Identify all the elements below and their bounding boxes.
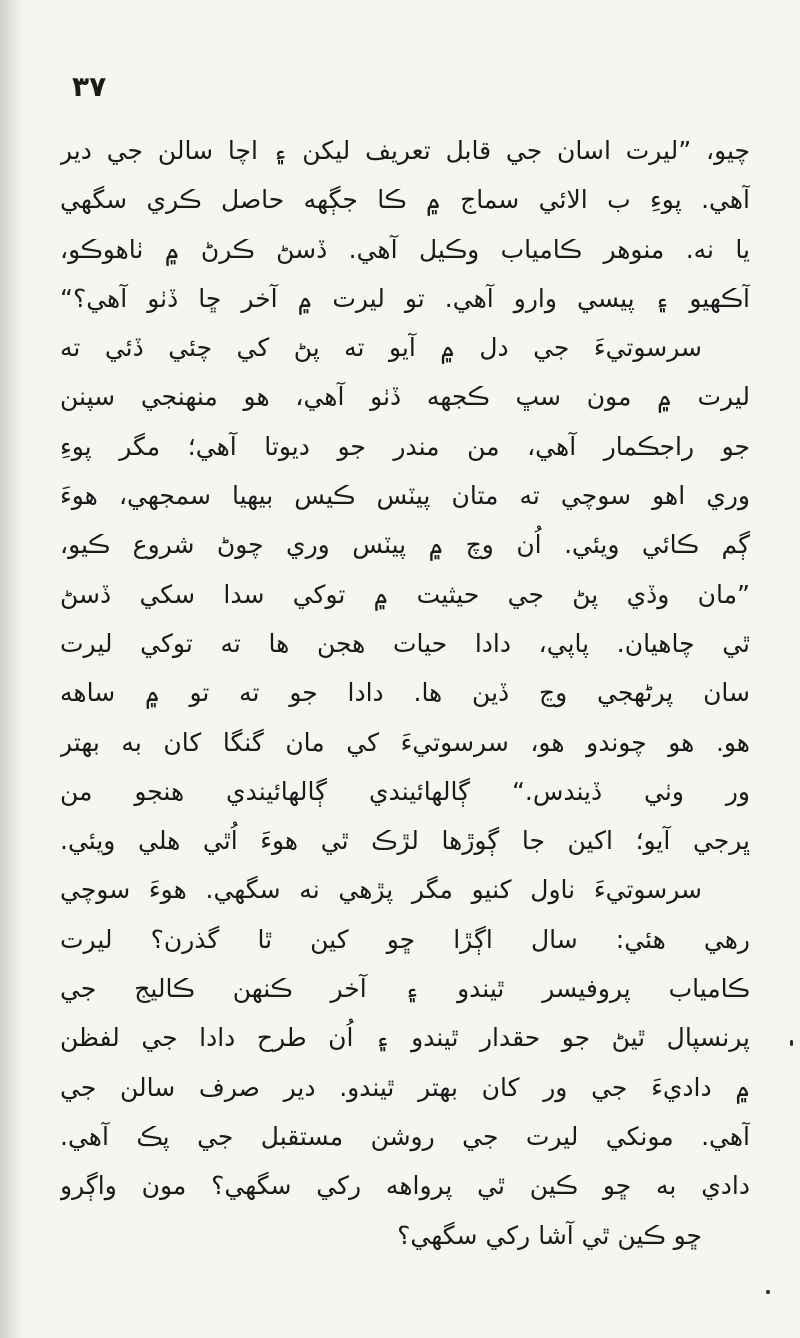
ink-speck xyxy=(790,1040,793,1046)
text-line: ڇو ڪين ٿي آشا رکي سگهي؟ xyxy=(397,1220,702,1250)
body-text xyxy=(60,126,750,1260)
text-line: يا نه. منوهر ڪامياب وڪيل آهي. ڏسڻ ڪرڻ ۾ ٺاهوڪو، xyxy=(60,234,750,264)
text-line: جو راجڪمار آهي، من مندر جو ديوتا آهي؛ مگر پوءِ xyxy=(60,431,750,461)
ink-speck xyxy=(766,1290,770,1294)
text-line: ڪامياب پروفيسر ٿيندو ۽ آخر ڪنهن ڪاليج جي xyxy=(60,974,750,1004)
text-line: ڳم ڪائي ويئي. اُن وچ ۾ پيٽس وري چوڻ شروع ڪيو، xyxy=(60,530,750,560)
text-line: ڀرجي آيو؛ اکين جا ڳوڙها لڙڪ ٿي هوءَ اُٿي هلي ويئي. xyxy=(60,826,750,856)
text-line: دادي به ڇو ڪين ٿي پرواهه رکي سگهي؟ مون واڳرو xyxy=(60,1171,750,1201)
text-line: آهي. پوءِ ب الائي سماج ۾ ڪا جڳهه حاصل ڪري سگهي xyxy=(60,185,750,215)
text-line: ”مان وڏي پڻ جي حيثيت ۾ توکي سدا سکي ڏسڻ xyxy=(60,579,750,609)
text-line: رهي هئي: سال اڳڙا ڇو کين ٿا گذرن؟ ليرت xyxy=(60,924,750,954)
text-line: ليرت ۾ مون سڀ ڪجهه ڏٺو آهي، هو منهنجي سپنن xyxy=(60,382,750,412)
text-line: وري اهو سوچي ته متان پيٽس ڪيس بيهيا سمجهي، هوءَ xyxy=(60,481,750,511)
text-line: آڪهيو ۽ پيسي وارو آهي. تو ليرت ۾ آخر ڇا ڏٺو آهي؟“ xyxy=(60,283,750,313)
text-line: سرسوتيءَ ناول کنيو مگر پڙهي نه سگهي. هوءَ سوچي xyxy=(60,875,702,905)
text-line: هو. هو چوندو هو، سرسوتيءَ کي مان گنگا کان به بهتر xyxy=(60,727,750,757)
text-line: ٿي چاهيان. پاپي، دادا حيات هجن ها ته توکي ليرت xyxy=(60,628,750,658)
text-line: ۾ داديءَ جي ور کان بهتر ٿيندو. دير صرف سالن جي xyxy=(60,1072,750,1102)
text-line: آهي. مونکي ليرت جي روشن مستقبل جي پڪ آهي. xyxy=(60,1121,750,1151)
page-edge-shadow xyxy=(0,0,26,1338)
text-line: سان پرڻهجي وڃ ڏين ها. دادا جو ته تو ۾ ساهه xyxy=(60,678,750,708)
text-line: سرسوتيءَ جي دل ۾ آيو ته پڻ کي چئي ڏئي ته xyxy=(60,333,702,363)
page-number: ۳۷ xyxy=(72,70,107,103)
text-line: پرنسپال ٿيڻ جو حقدار ٿيندو ۽ اُن طرح دادا جي لفظن xyxy=(60,1023,750,1053)
text-line: ور وٺي ڏيندس.“ ڳالهائيندي ڳالهائيندي هنجو من xyxy=(60,776,750,806)
text-line: چيو، ”ليرت اسان جي قابل تعريف ليکن ۽ اچا سالن جي دير xyxy=(60,136,750,165)
